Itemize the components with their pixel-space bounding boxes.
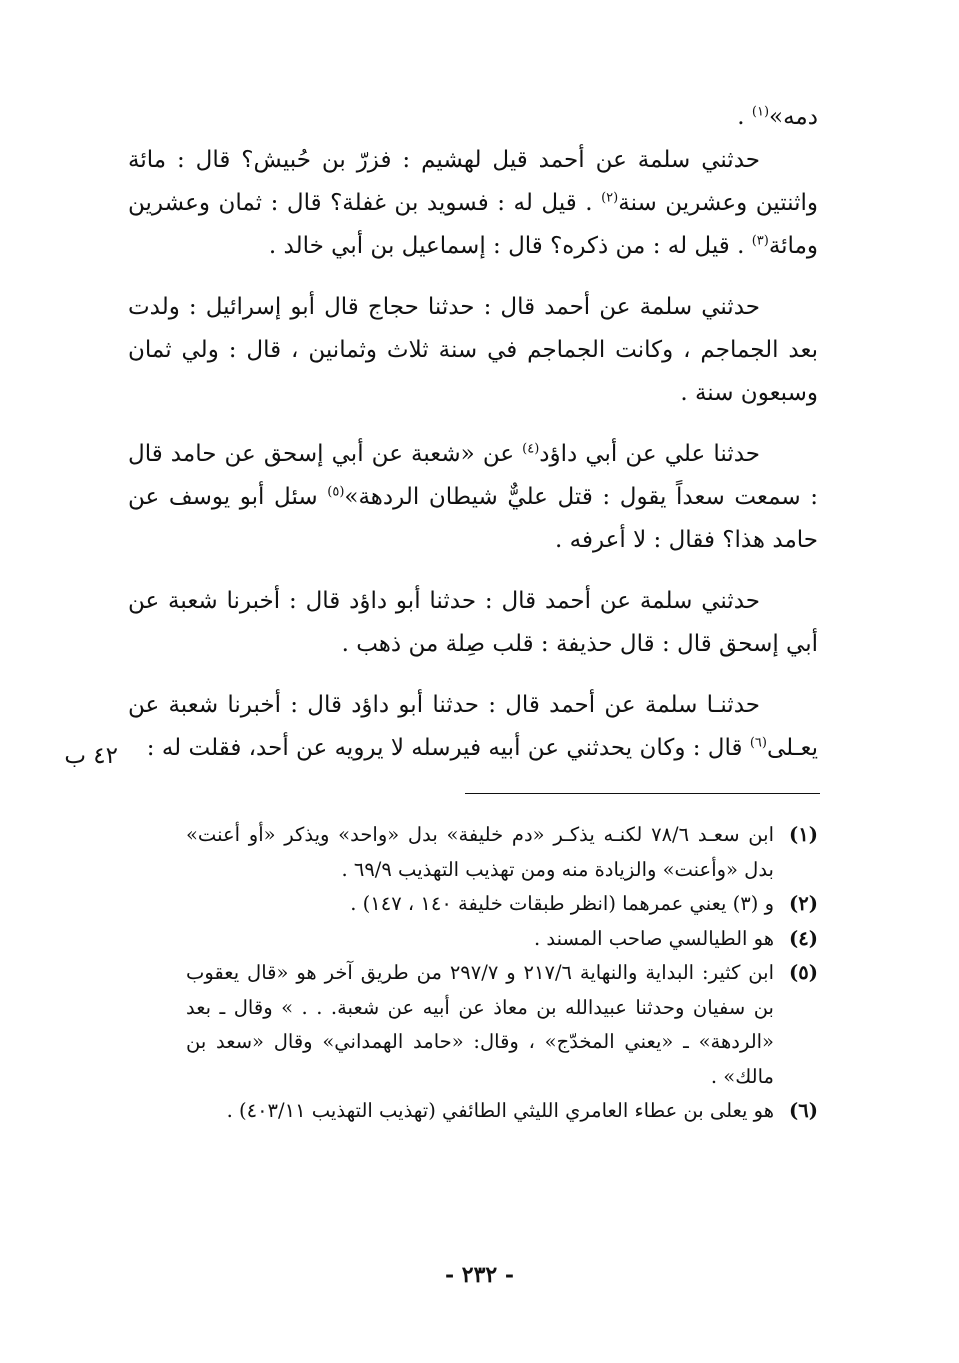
paragraph	[128, 580, 818, 666]
footnote-separator	[465, 793, 820, 794]
paragraph-text: حدثني سلمة عن أحمد قال : حدثنا حجاج قال أبو إسرائيل : ولدت بعد الجماجم ، وكانت الجماجم في سنة ثلاث وثمانين ، قال : ولي ثمان وسبعون سنة .	[128, 294, 818, 406]
opening-line-text: دمه»	[769, 104, 818, 130]
paragraph	[128, 684, 818, 770]
opening-line	[128, 96, 818, 139]
footnote-ref: (٢)	[601, 190, 619, 206]
footnote-ref: (٦)	[749, 735, 767, 751]
paragraph-text: حدثنـا سلمة عن أحمد قال : حدثنا أبو داؤد قال : أخبرنا شعبة عن يعـلى	[128, 692, 818, 761]
footnote-text: ابن سعـد ٧٨/٦ لكنـه يذكـر «دم خليفة» بدل «واحد» ويذكر «أو أعنت» بدل «وأعنت» والزيادة منه ومن تهذيب التهذيب ٦٩/٩ .	[186, 823, 774, 881]
footnote-ref: (٣)	[751, 233, 769, 249]
footnote-text: و (٣) يعني عمرهما (انظر طبقات خليفة ١٤٠ ، ١٤٧) .	[350, 892, 774, 915]
footnote	[186, 922, 818, 957]
main-text	[128, 96, 818, 770]
footnote	[186, 887, 818, 922]
footnote-number: (٢)	[789, 892, 818, 915]
footnotes	[186, 818, 818, 1129]
footnote	[186, 1094, 818, 1129]
page-number: - ٢٣٢ -	[444, 1262, 515, 1288]
paragraph-text: سئل أبو يوسف عن حامد هذا؟ فقال : لا أعرفه .	[128, 484, 818, 553]
footnote-ref: (٤)	[522, 441, 540, 457]
paragraph-text: حدثنا علي عن أبي داؤد	[539, 441, 760, 467]
paragraph-text: . قيل له : من ذكره؟ قال : إسماعيل بن أبي خالد .	[268, 233, 752, 259]
paragraph	[128, 433, 818, 562]
footnote-number: (٤)	[789, 926, 818, 950]
paragraph-text: . قيل له : فسويد بن غفلة؟ قال : ثمان وعشرين ومائة	[128, 190, 818, 259]
footnote-number: (٦)	[789, 1099, 818, 1122]
footnote	[186, 818, 818, 887]
footnote-text: هو الطيالسي صاحب المسند .	[534, 926, 774, 950]
footnote-number: (٥)	[789, 961, 818, 984]
footnote-ref: (١)	[751, 104, 770, 120]
footnote-number: (١)	[789, 823, 818, 846]
marginal-folio-note: ٤٢ ب	[64, 743, 118, 769]
paragraph	[128, 139, 818, 268]
paragraph-text: حدثني سلمة عن أحمد قال : حدثنا أبو داؤد قال : أخبرنا شعبة عن أبي إسحق قال : قال حذيفة : قلب صِلة من ذهب .	[128, 588, 818, 657]
footnote-text: هو يعلى بن عطاء العامري الليثي الطائفي (تهذيب التهذيب ٤٠٣/١١) .	[226, 1099, 774, 1122]
paragraph-text: عن «شعبة عن أبي إسحق عن حامد قال : سمعت سعداً يقول : قتل عليٌّ شيطان الردهة»	[128, 441, 818, 510]
footnote	[186, 956, 818, 1094]
paragraph-text: قال : وكان يحدثني عن أبيه فيرسله لا يرويه عن أحد، فقلت له :	[146, 735, 750, 761]
footnote-text: ابن كثير: البداية والنهاية ٢١٧/٦ و ٢٩٧/٧ من طريق آخر هو «قال يعقوب بن سفيان وحدثنا عبيدالله بن معاذ عن أبيه عن شعبة. . . » وقال ـ بعد «الردهة» ـ «يعني المخدّج» ، وقال: «حامد الهمداني» وقال «سعد بن مالك» .	[186, 961, 774, 1088]
paragraph	[128, 286, 818, 415]
paragraph-text: حدثني سلمة عن أحمد قيل لهشيم : فزرّ بن حُبيش؟ قال : مائة واثنتين وعشرين سنة	[128, 147, 818, 216]
footnote-ref: (٥)	[327, 484, 345, 500]
opening-line-end: .	[737, 104, 745, 130]
